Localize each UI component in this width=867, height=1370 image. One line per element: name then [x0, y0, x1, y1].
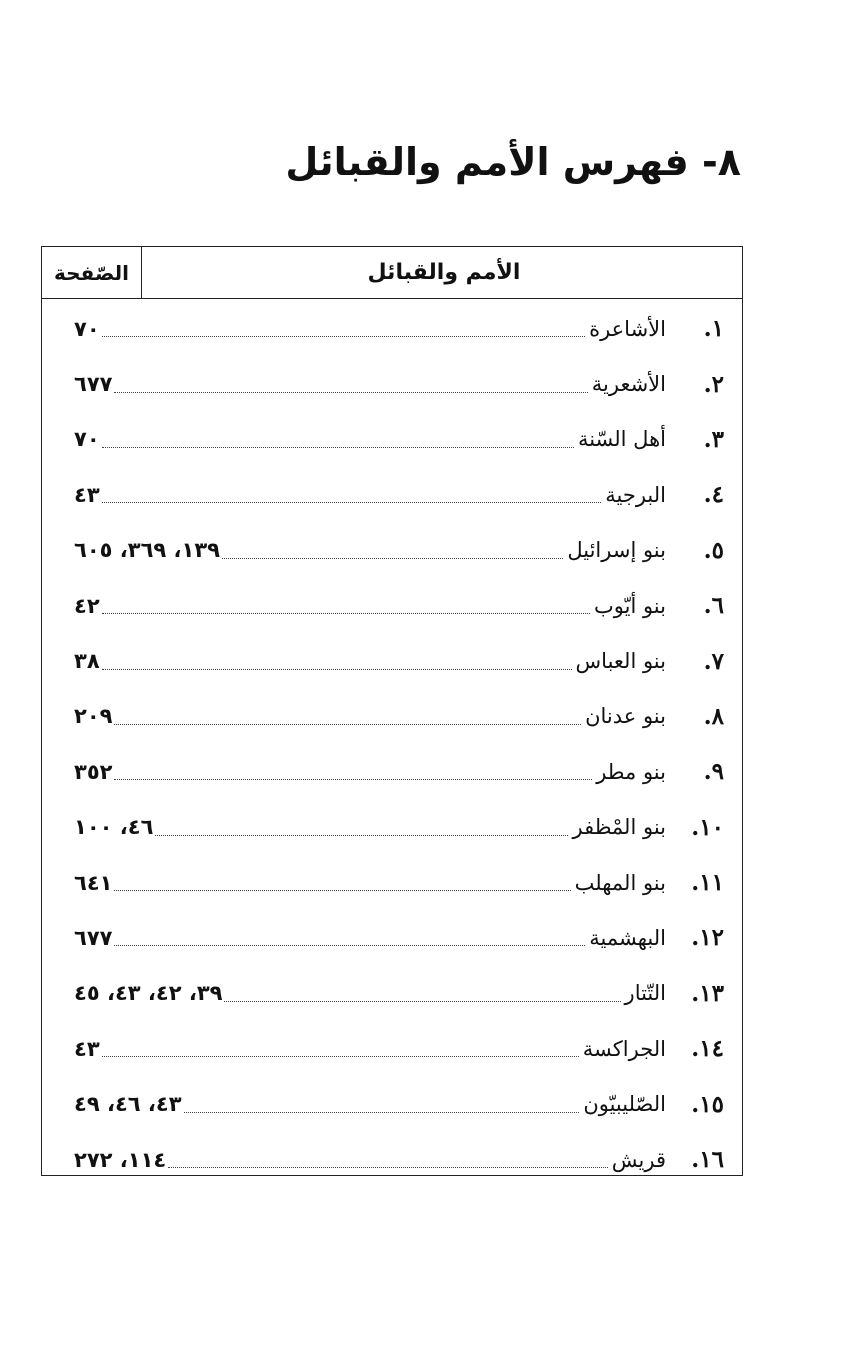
entry-number: ١١.	[691, 869, 724, 897]
dot-leader	[102, 447, 574, 448]
entry-name: الأشاعرة	[589, 316, 666, 341]
entry-pages: ٤٢	[74, 593, 100, 618]
entry-name: بنو مطر	[596, 759, 666, 784]
entry-number: ١٤.	[691, 1035, 724, 1063]
entry-name: قريش	[611, 1147, 666, 1172]
entry-number: ٢.	[703, 370, 724, 398]
entry-number: ١٠.	[691, 813, 724, 841]
index-entry	[42, 910, 742, 965]
entry-pages: ٤٣	[74, 482, 100, 507]
entry-number: ٥.	[703, 536, 724, 564]
index-entry	[42, 689, 742, 744]
entry-number: ١٥.	[691, 1090, 724, 1118]
dot-leader	[102, 502, 602, 503]
index-entry	[42, 467, 742, 522]
dot-leader	[114, 724, 581, 725]
entry-pages: ٤٦، ١٠٠	[74, 815, 154, 840]
entry-name: بنو المْظفر	[572, 815, 666, 840]
entry-name: الجراكسة	[582, 1036, 666, 1061]
entry-pages: ٣٥٢	[74, 759, 113, 784]
index-entry	[42, 578, 742, 633]
dot-leader	[184, 1112, 580, 1113]
entry-pages: ٤٣، ٤٦، ٤٩	[74, 1092, 182, 1117]
header-name-column: الأمم والقبائل	[367, 260, 521, 285]
entry-pages: ٧٠	[74, 316, 100, 341]
entry-number: ٩.	[703, 758, 724, 786]
dot-leader	[102, 336, 585, 337]
entry-pages: ١١٤، ٢٧٢	[74, 1147, 167, 1172]
entry-name: بنو إسرائيل	[567, 538, 666, 563]
index-entry	[42, 744, 742, 799]
dot-leader	[102, 1056, 579, 1057]
entry-number: ٧.	[703, 647, 724, 675]
entry-name: أهل السّنة	[577, 427, 666, 452]
index-entry	[42, 800, 742, 855]
entry-name: البهشمية	[589, 925, 666, 950]
entry-pages: ٣٨	[74, 649, 100, 674]
page-title: ٨- فهرس الأمم والقبائل	[285, 140, 741, 184]
entry-number: ٨.	[703, 702, 724, 730]
entry-name: بنو المهلب	[574, 870, 666, 895]
entry-number: ١٢.	[691, 924, 724, 952]
dot-leader	[114, 392, 587, 393]
entry-name: الصّليبيّون	[583, 1092, 666, 1117]
table-header	[42, 247, 742, 299]
index-entry	[42, 301, 742, 356]
index-entry	[42, 356, 742, 411]
entry-pages: ٢٠٩	[74, 704, 113, 729]
index-entry	[42, 412, 742, 467]
entry-name: بنو أيّوب	[593, 593, 666, 618]
header-page-column: الصّفحة	[42, 247, 142, 298]
entry-pages: ٣٩، ٤٢، ٤٣، ٤٥	[74, 981, 223, 1006]
entry-pages: ٤٣	[74, 1036, 100, 1061]
dot-leader	[114, 945, 585, 946]
entry-number: ١٦.	[691, 1146, 724, 1174]
index-entry	[42, 523, 742, 578]
entry-number: ٦.	[703, 592, 724, 620]
entry-name: التّتار	[624, 981, 666, 1006]
entry-name: بنو العباس	[575, 649, 666, 674]
entries-list	[42, 301, 742, 1187]
entry-number: ٣.	[703, 425, 724, 453]
entry-name: البرجية	[605, 482, 666, 507]
entry-pages: ٦٤١	[74, 870, 113, 895]
entry-number: ٤.	[703, 481, 724, 509]
dot-leader	[155, 835, 568, 836]
entry-pages: ٧٠	[74, 427, 100, 452]
dot-leader	[222, 558, 563, 559]
dot-leader	[168, 1167, 608, 1168]
index-table	[41, 246, 743, 1176]
dot-leader	[102, 669, 572, 670]
dot-leader	[114, 779, 592, 780]
entry-pages: ٦٧٧	[74, 925, 113, 950]
index-entry	[42, 1076, 742, 1131]
index-entry	[42, 1132, 742, 1187]
index-entry	[42, 1021, 742, 1076]
entry-name: بنو عدنان	[585, 704, 666, 729]
index-entry	[42, 633, 742, 688]
dot-leader	[224, 1001, 620, 1002]
index-entry	[42, 966, 742, 1021]
dot-leader	[102, 613, 590, 614]
dot-leader	[114, 890, 570, 891]
entry-pages: ٦٧٧	[74, 372, 113, 397]
entry-name: الأشعرية	[591, 372, 666, 397]
entry-pages: ١٣٩، ٣٦٩، ٦٠٥	[74, 538, 220, 563]
entry-number: ١.	[703, 315, 724, 343]
index-entry	[42, 855, 742, 910]
entry-number: ١٣.	[691, 979, 724, 1007]
